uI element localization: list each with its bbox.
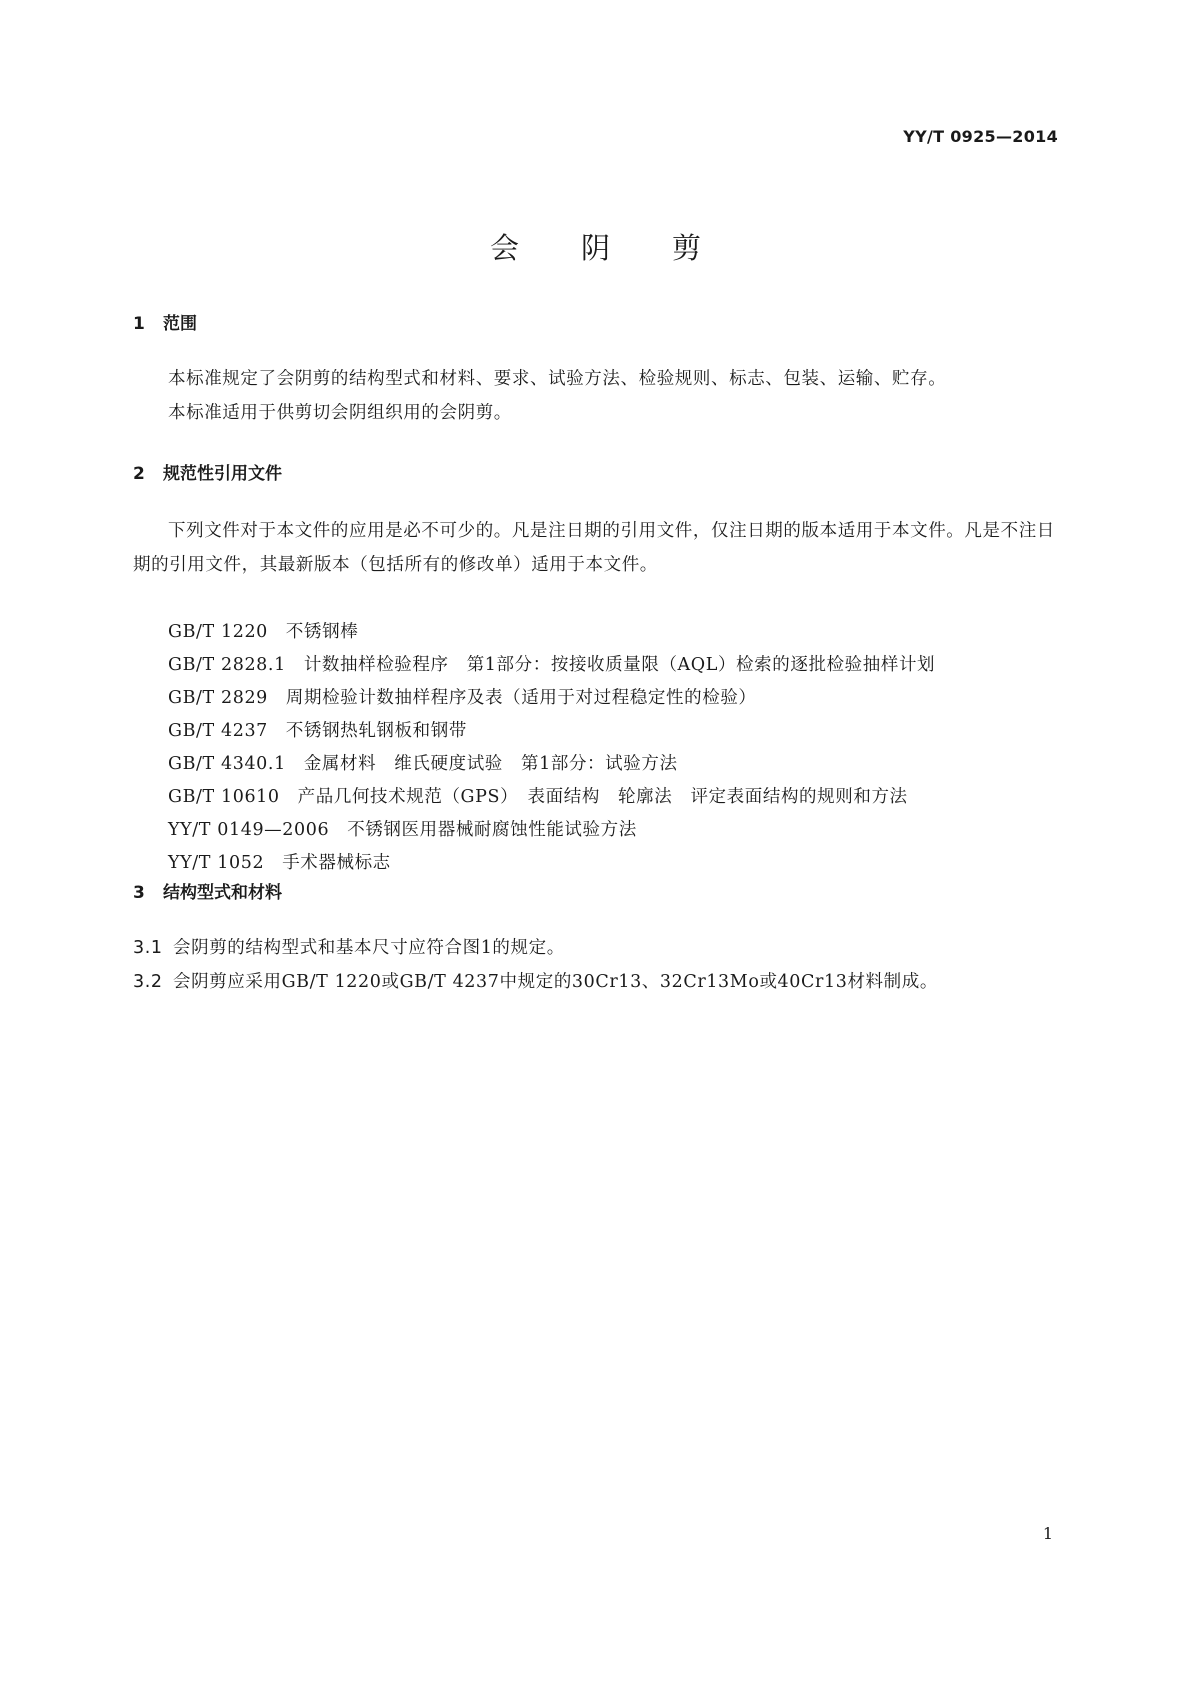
section-title: 结构型式和材料 — [163, 883, 282, 903]
clause-number: 3.2 — [133, 972, 163, 992]
reference-title: 手术器械标志 — [282, 853, 391, 873]
reference-code: GB/T 4237 — [168, 721, 268, 741]
section-2-intro — [133, 514, 1058, 582]
reference-code: GB/T 1220 — [168, 622, 268, 642]
standard-code: YY/T 0925—2014 — [903, 127, 1058, 146]
reference-item — [168, 847, 935, 880]
document-title: 会阴剪 — [489, 231, 763, 265]
normative-reference-list — [168, 616, 935, 880]
clause-text: 会阴剪应采用GB/T 1220或GB/T 4237中规定的30Cr13、32Cr13Mo或40Cr13材料制成。 — [173, 972, 938, 992]
section-title: 范围 — [163, 314, 197, 334]
section-3-heading — [133, 878, 282, 903]
clause-number: 3.1 — [133, 938, 163, 958]
section-number: 1 — [133, 314, 145, 334]
reference-title: 不锈钢热轧钢板和钢带 — [285, 721, 467, 741]
paragraph: 下列文件对于本文件的应用是必不可少的。凡是注日期的引用文件，仅注日期的版本适用于本文件。凡是不注日期的引用文件，其最新版本（包括所有的修改单）适用于本文件。 — [133, 521, 1055, 575]
reference-title: 产品几何技术规范（GPS） 表面结构 轮廓法 评定表面结构的规则和方法 — [297, 787, 908, 807]
reference-code: GB/T 4340.1 — [168, 754, 286, 774]
section-number: 3 — [133, 883, 145, 903]
section-1-heading — [133, 309, 197, 334]
paragraph: 本标准规定了会阴剪的结构型式和材料、要求、试验方法、检验规则、标志、包装、运输、贮存。 — [168, 369, 947, 389]
reference-item — [168, 682, 935, 715]
reference-item — [168, 715, 935, 748]
section-2-heading — [133, 459, 282, 484]
reference-item — [168, 649, 935, 682]
reference-code: GB/T 2829 — [168, 688, 268, 708]
clause-3-2 — [133, 968, 938, 993]
clause-text: 会阴剪的结构型式和基本尺寸应符合图1的规定。 — [173, 938, 565, 958]
reference-title: 不锈钢医用器械耐腐蚀性能试验方法 — [347, 820, 637, 840]
reference-code: YY/T 0149—2006 — [168, 820, 330, 840]
paragraph: 本标准适用于供剪切会阴组织用的会阴剪。 — [168, 403, 512, 423]
reference-title: 周期检验计数抽样程序及表（适用于对过程稳定性的检验） — [285, 688, 757, 708]
reference-item — [168, 616, 935, 649]
reference-item — [168, 814, 935, 847]
reference-code: YY/T 1052 — [168, 853, 265, 873]
section-title: 规范性引用文件 — [163, 464, 282, 484]
section-number: 2 — [133, 464, 145, 484]
reference-title: 计数抽样检验程序 第1部分：按接收质量限（AQL）检索的逐批检验抽样计划 — [303, 655, 936, 675]
reference-item — [168, 748, 935, 781]
reference-code: GB/T 2828.1 — [168, 655, 286, 675]
section-1-body — [133, 362, 1058, 430]
page-number: 1 — [1042, 1524, 1053, 1543]
reference-title: 金属材料 维氏硬度试验 第1部分：试验方法 — [303, 754, 678, 774]
reference-code: GB/T 10610 — [168, 787, 280, 807]
reference-title: 不锈钢棒 — [285, 622, 359, 642]
reference-item — [168, 781, 935, 814]
clause-3-1 — [133, 934, 565, 959]
